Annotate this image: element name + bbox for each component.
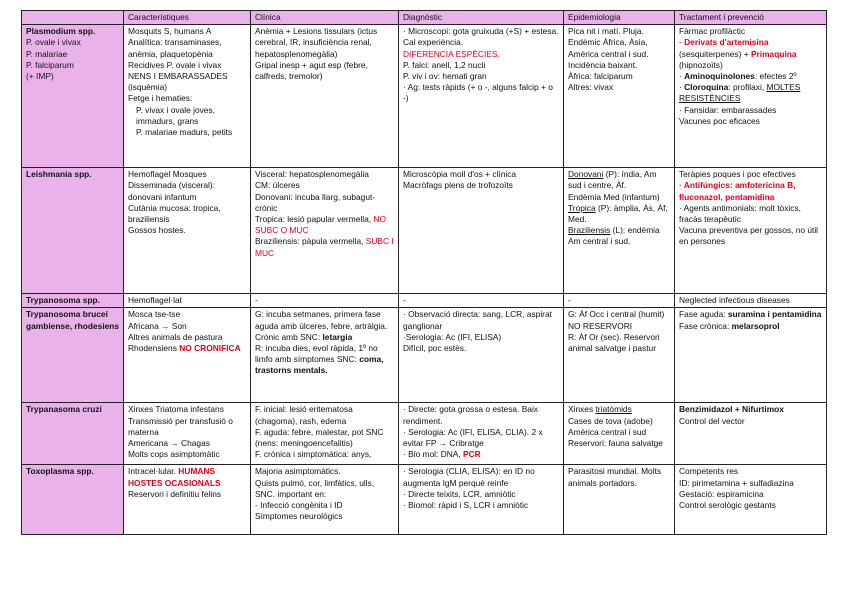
cell-line: - [403,295,406,306]
cell-line: Símptomes neurològics [255,511,343,522]
cell-line: Xinxes Triatoma infestans [128,404,224,415]
cell-line [679,71,823,82]
header-caracteristiques: Característiques [124,11,251,25]
cell-diagnostic [399,403,564,465]
cell-line [568,203,671,225]
cell-line: Microscòpia moll d'os + clínica [403,169,517,180]
cell-line: Leishmania spp. [26,169,92,180]
cell-line: Transmissió per transfusió o materna [128,415,233,437]
cell-line: · Agents antimonials: molt tòxics, fracàs terapèutic [679,202,801,225]
cell-line: Americana → Chagas [128,438,210,449]
header-corner [22,11,124,25]
cell-line [128,343,247,354]
header-row [22,11,827,25]
cell-line: · Fansidar: embarassades [679,104,777,115]
row-heading-trypanosoma-cruzi [22,403,124,465]
cell-caracteristiques [124,403,251,465]
cell-line-highlight: · Antifúngics: amfotericina B, fluconazol, pentamidina [679,180,796,202]
text-run-bold: letargia [322,331,353,342]
table-row [22,465,827,535]
cell-line [255,214,395,236]
cell-line: · Biomol: ràpid i S, LCR i amniòtic [403,500,529,511]
text-run-highlight: PCR [463,449,481,460]
cell-line: P. ovale i vivax [26,37,81,48]
cell-clinica [251,168,399,294]
cell-line: Gestació: espiramicina [679,488,764,499]
cell-line [568,169,671,191]
cell-line: Toxoplasma spp. [26,466,94,477]
cell-line: F. crònica i simptomàtica: anys, [255,449,372,460]
text-run: Fase aguda: [679,309,728,320]
cell-line: - [255,295,258,306]
cell-line [128,466,247,488]
cell-line: Gripal inesp + agut esp (febre, calfreds, tremolor) [255,59,368,82]
cell-line: P. falci: anell, 1,2 nucli [403,59,486,70]
cell-line: Altres: vivax [568,82,614,93]
cell-caracteristiques [124,465,251,535]
cell-clinica [251,25,399,168]
cell-line: - [568,295,571,306]
cell-line [255,236,395,258]
cell-epidemiologia [564,465,675,535]
cell-line: Benzimidazol + Nifurtimox [679,404,784,415]
cell-line [568,225,671,247]
cell-line: Mosquits S, humans A [128,26,212,37]
table-row [22,168,827,294]
text-run-bold: Aminoquinolones [684,71,755,82]
table-row [22,294,827,308]
text-run: Braziliensis: pàpula vermella, [255,236,366,247]
cell-line: · Directe: gota grossa o estesa. Baix rendiment. [403,404,538,426]
cell-line: Vacunes poc eficaces [679,115,760,126]
cell-line: ·Serologia: Ac (IFI, ELISA) [403,331,502,342]
cell-line [255,343,395,377]
cell-diagnostic [399,168,564,294]
text-run: · [679,71,685,82]
cell-line: Analítica: transaminases, anèmia, plaquetopènia [128,37,222,59]
cell-caracteristiques [124,308,251,403]
table-row [22,25,827,168]
cell-caracteristiques [124,294,251,308]
cell-line: · Serologia: Ac (IFI, ELISA, CLIA). 2 x evitar FP → Cribratge [403,426,543,449]
cell-caracteristiques [124,25,251,168]
cell-clinica [251,465,399,535]
cell-diagnostic [399,294,564,308]
cell-line: Molts cops asimptomàtic [128,449,220,460]
text-run: G: incuba setmanes, primera fase aguda amb úlceres, febre, artràlgia. Crònic amb SNC: [255,309,388,342]
cell-line: Trypanasoma cruzi [26,404,102,415]
cell-line: · Observació directa: sang, LCR, aspirat ganglionar [403,309,552,331]
cell-line: · Serologia (CLIA, ELISA): en ID no augmenta IgM perquè reinfe [403,466,535,488]
cell-line: Amèrica central i sud [568,426,647,437]
cell-line: Hemoflagel Mosques [128,169,207,180]
cell-line: R: Àf Or (sec). Reservori animal salvatge i pastur [568,331,660,354]
cell-diagnostic [399,25,564,168]
text-run-highlight: NO SUBC O MUC [255,214,386,236]
cell-line [568,404,671,415]
cell-line [679,49,823,60]
text-run-underline: Braziliensis [568,225,611,236]
cell-line: Incidència baixant. [568,59,638,70]
cell-line: Reservori: fauna salvatge [568,438,663,449]
text-run: Rhodensiens [128,343,180,354]
cell-line: F. aguda: febre, malestar, pot SNC (nens: meningoencefalitis) [255,426,384,449]
text-run-highlight: HUMANS HOSTES OCASIONALS [128,466,221,488]
text-run-underline: MOLTES RESISTÈNCIES [679,82,801,104]
cell-line: (+ IMP) [26,71,54,82]
cell-line: G: Àf Occ i central (humit) NO RESERVORI [568,309,665,331]
text-run-underline: Tropica [568,202,596,213]
text-run-highlight: NO CRONIFICA [179,343,241,354]
text-run: · [679,82,685,93]
cell-tractament [675,403,827,465]
cell-line: P. viv i ov: hemati gran [403,71,487,82]
cell-line: (hipnozoïts) [679,59,723,70]
cell-line: Control serològic gestants [679,500,776,511]
cell-tractament [675,308,827,403]
cell-line: Trypanosoma spp. [26,295,100,306]
header-epidemiologia: Epidemiologia [564,11,675,25]
cell-epidemiologia [564,294,675,308]
cell-line-highlight: · Derivats d'artemisina [679,37,769,48]
row-heading-plasmodium [22,25,124,168]
cell-line: Mosca tse-tse [128,309,181,320]
cell-line: Recidives P. ovale i vivax [128,59,222,70]
cell-line: Competents res [679,466,739,477]
text-run: Tropica: lesió papular vermella, [255,214,374,225]
cell-line: Anèmia + Lesions tissulars (ictus cerebral, IR, insuficiència renal, hepatosplenomegàlia) [255,26,378,59]
text-run: Fase crònica: [679,320,732,331]
cell-line: Macròfags plens de trofozoïts [403,180,513,191]
parasite-summary-table [21,10,827,535]
text-run: : efectes 2º [754,71,797,82]
text-run-underline: triatòmids [595,404,632,415]
cell-clinica [251,308,399,403]
cell-line [679,309,823,320]
text-run: : profilaxi, [728,82,767,93]
cell-line: Parasitosi mundial. Molts animals portadors. [568,466,662,488]
cell-line: · Directe teixits, LCR, amniòtic [403,488,516,499]
cell-line: Neglected infectious diseases [679,295,790,306]
cell-line: Fetge i hematies: [128,93,193,104]
text-run: (L): endèmia Am central i sud. [568,225,660,247]
text-run-bold: suramina i pentamidina [727,309,822,320]
cell-line [679,321,823,332]
text-run-bold: coma, trastorns mentals. [255,354,384,376]
table-row [22,403,827,465]
header-clinica: Clínica [251,11,399,25]
cell-line: Vacuna preventiva per gossos, no útil en persones [679,225,819,247]
cell-line: Quists pulmó, cor, limfàtics, ulls, SNC. important en: [255,477,375,499]
cell-line: CM: úlceres [255,180,300,191]
text-run: (sesquiterpenes) + [679,48,751,59]
cell-tractament [675,294,827,308]
cell-line: P. vivax i ovale joves, immadurs, grans [136,104,215,126]
cell-diagnostic [399,465,564,535]
cell-line: Reservori i definitiu felins [128,488,222,499]
cell-line: Plasmodium spp. [26,26,96,37]
row-heading-trypanosoma [22,294,124,308]
cell-line [255,309,395,343]
cell-clinica [251,403,399,465]
text-run: R: incuba dies, evol ràpida, 1º no limfo amb símptomes SNC: [255,343,378,365]
cell-epidemiologia [564,25,675,168]
cell-epidemiologia [564,308,675,403]
text-run: Xinxes [568,404,596,415]
header-diagnostic: Diagnòstic [399,11,564,25]
cell-tractament [675,465,827,535]
row-heading-toxoplasma [22,465,124,535]
cell-line: · Microscopi: gota gruixuda (+S) + estesa. Cal experiència. [403,26,559,48]
cell-clinica [251,294,399,308]
cell-line: P. falciparum [26,59,74,70]
cell-line-highlight: DIFERENCIA ESPÈCIES. [403,48,500,59]
cell-line: Africana → Son [128,320,187,331]
cell-line: Hemoflagel·lat [128,295,182,306]
cell-line: Àfrica: falciparum [568,71,633,82]
text-run-bold: melarsoprol [731,320,780,331]
cell-line: ID: pirimetamina + sulfadiazina [679,477,794,488]
cell-line: Cutània mucosa: tropica, braziliensis [128,202,221,225]
cell-line: Endèmia Med (infantum) [568,191,660,202]
text-run: (P): índia, Am sud i centre, Àf. [568,169,657,191]
cell-line: Trypanosoma brucei gambiense, rhodesiens [26,309,120,331]
cell-tractament [675,25,827,168]
cell-line: · Ag: tests ràpids (+ o -, alguns falcip + o -) [403,82,553,104]
cell-line: Teràpies poques i poc efectives [679,169,796,180]
cell-line: - Infecció congènita i ID [255,500,343,511]
text-run-highlight: SUBC I MUC [255,236,394,258]
text-run: · Bio mol: DNA, [403,449,464,460]
cell-line: Visceral: hepatosplenomegàlia [255,169,369,180]
cell-line: Altres animals de pastura [128,331,223,342]
table-row [22,308,827,403]
text-run: (P): àmplia, Às, Àf, Med. [568,202,668,225]
cell-line: F. inicial: lesió eritematosa (chagoma), rash, edema [255,404,353,426]
cell-line: Majoria asimptomàtics. [255,466,341,477]
row-heading-trypanosoma-brucei [22,308,124,403]
cell-line: P. malariae [26,48,68,59]
cell-line: NENS I EMBARASSADES (isquèmia) [128,71,228,93]
text-run-highlight: Primaquina [750,48,797,59]
cell-epidemiologia [564,403,675,465]
cell-line: Control del vector [679,415,745,426]
header-tractament: Tractament i prevenció [675,11,827,25]
cell-caracteristiques [124,168,251,294]
cell-line: Gossos hostes. [128,225,186,236]
cell-diagnostic [399,308,564,403]
cell-tractament [675,168,827,294]
cell-line: Fàrmac profilàctic [679,26,746,37]
cell-line: Disseminada (visceral): donovani infantum [128,180,216,202]
cell-line: Cases de tova (adobe) [568,415,653,426]
text-run: Intracel·lular. [128,466,179,477]
cell-line [403,449,560,460]
cell-line: Difícil, poc estès. [403,343,467,354]
row-heading-leishmania [22,168,124,294]
cell-line: Pica nit i matí. Pluja. [568,26,644,37]
cell-line: P. malariae madurs, petits [136,127,233,138]
cell-line: Donovani: incuba llarg, subagut-crònic [255,191,376,213]
cell-epidemiologia [564,168,675,294]
text-run-bold: Cloroquina [684,82,729,93]
cell-line [679,82,823,104]
text-run-underline: Donovani [568,169,604,180]
cell-line: Endèmic Àfrica, Àsia, Amèrica central i sud. [568,37,649,59]
